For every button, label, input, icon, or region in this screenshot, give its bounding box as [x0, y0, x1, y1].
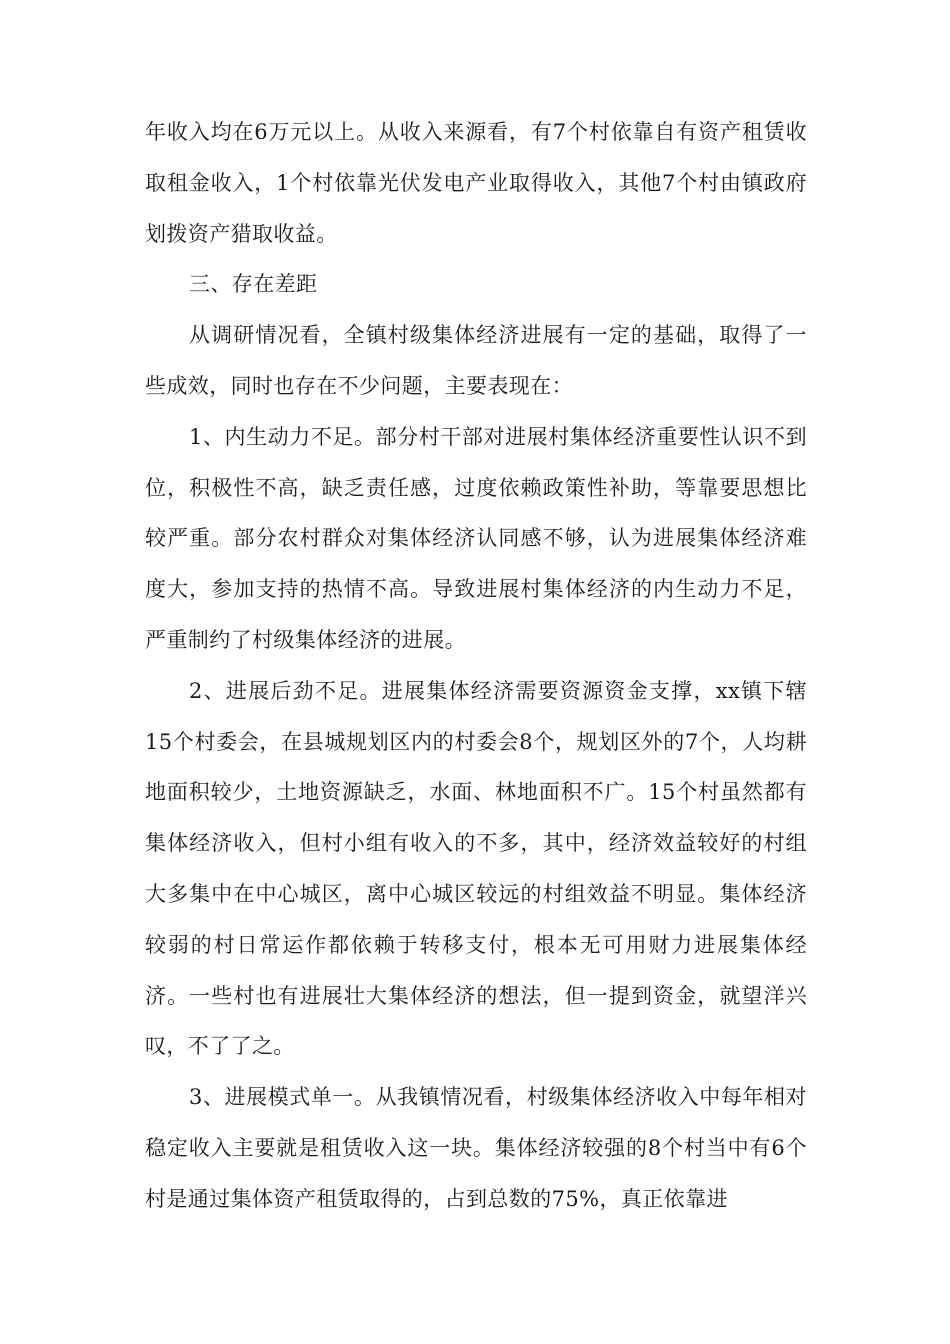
- document-body: [145, 107, 807, 1225]
- paragraph-survey-overview: 从调研情况看，全镇村级集体经济进展有一定的基础，取得了一些成效，同时也存在不少问题，主要表现在：: [145, 323, 807, 398]
- section-heading-gaps: 三、存在差距: [189, 272, 318, 297]
- paragraph-point-2: 2、进展后劲不足。进展集体经济需要资源资金支撑，xx镇下辖15个村委会，在县城规划区内的村委会8个，规划区外的7个，人均耕地面积较少，土地资源缺乏，水面、林地面积不广。15个村虽然都有集体经济收入，但村小组有收入的不多，其中，经济效益较好的村组大多集中在中心城区，离中心城区较远的村组效益不明显。集体经济较弱的村日常运作都依赖于转移支付，根本无可用财力进展集体经济。一些村也有进展壮大集体经济的想法，但一提到资金，就望洋兴叹，不了了之。: [145, 678, 807, 1059]
- paragraph-income-sources: 年收入均在6万元以上。从收入来源看，有7个村依靠自有资产租赁收取租金收入，1个村依靠光伏发电产业取得收入，其他7个村由镇政府划拨资产猎取收益。: [145, 120, 807, 246]
- paragraph-point-1: 1、内生动力不足。部分村干部对进展村集体经济重要性认识不到位，积极性不高，缺乏责任感，过度依赖政策性补助，等靠要思想比较严重。部分农村群众对集体经济认同感不够，认为进展集体经济难度大，参加支持的热情不高。导致进展村集体经济的内生动力不足，严重制约了村级集体经济的进展。: [145, 424, 807, 652]
- paragraph-point-3: 3、进展模式单一。从我镇情况看，村级集体经济收入中每年相对稳定收入主要就是租赁收入这一块。集体经济较强的8个村当中有6个村是通过集体资产租赁取得的，占到总数的75%，真正依靠进: [145, 1085, 807, 1211]
